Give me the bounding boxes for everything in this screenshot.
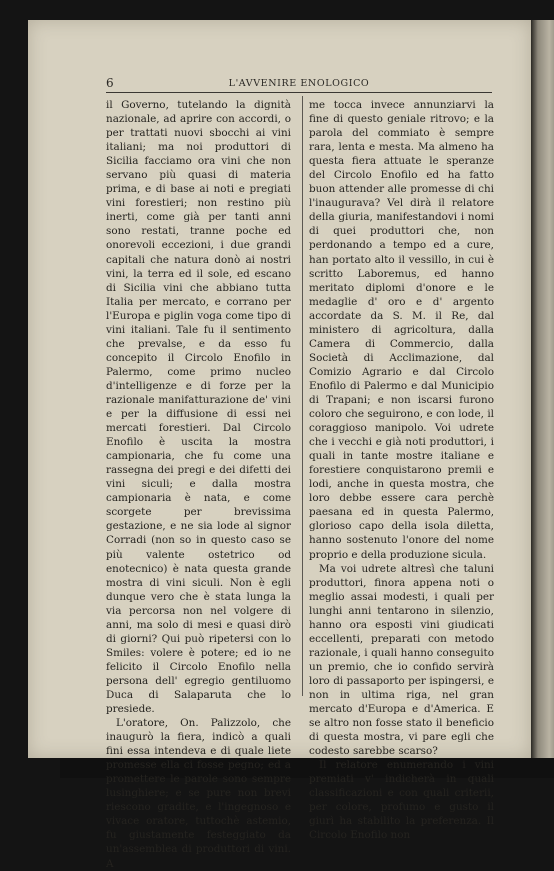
page-number: 6	[106, 76, 115, 90]
right-column	[309, 98, 494, 842]
paragraph: il Governo, tutelando la dignità nazionale, ad aprire con accordi, o per trattati nuovi sbocchi ai vini italiani; ma noi produttori di Sicilia facciamo ora vini che non servano più quasi di materia prima, e di base ai noti e pregiati vini forestieri; non restino più inerti, come già per tanti anni sono restati, tranne poche ed onorevoli eccezioni, i due grandi capitali che natura donò ai nostri vini, la terra ed il sole, ed escano di Sicilia vini che abbiano tutta Italia per mercato, e corrano per l'Europa e piglin voga come tipo di vini italiani. Tale fu il sentimento che prevalse, e da esso fu concepito il Circolo Enofilo in Palermo, come primo nucleo d'intelligenze e di forze per la razionale manifatturazione de' vini e per la diffusione di essi nei mercati forestieri. Dal Circolo Enofilo è uscita la mostra campionaria, che fu come una rassegna dei pregi e dei difetti dei vini siculi; e dalla mostra campionaria è nata, e come scorgete per brevissima gestazione, e ne sia lode al signor Corradi (non so in questo caso se più valente ostetrico od enotecnico) è nata questa grande mostra di vini siculi. Non è egli dunque vero che è stata lunga la via percorsa non nel volgere di anni, ma solo di mesi e quasi dirò di giorni? Qui può ripetersi con lo Smiles: volere è potere; ed io ne felicito il Circolo Enofilo nella persona dell' egregio gentiluomo Duca di Salaparuta che lo presiede.	[106, 99, 291, 716]
book-edge	[531, 20, 554, 760]
header-rule	[106, 92, 492, 93]
running-title: L'AVVENIRE ENOLOGICO	[228, 78, 370, 89]
column-divider	[302, 96, 303, 696]
running-header	[106, 76, 492, 92]
paragraph: Ma voi udrete altresì che taluni produttori, finora appena noti o meglio assai modesti, i quali per lunghi anni tentarono in silenzio, hanno ora esposti vini giudicati eccellenti, preparati con metodo razionale, i quali hanno conseguito un premio, che io confido servirà loro di passaporto per ispingersi, e non in ultima riga, nel gran mercato d'Europa e d'America. E se altro non fosse stato il beneficio di questa mostra, vi pare egli che codesto sarebbe scarso?	[309, 562, 494, 758]
paragraph: L'oratore, On. Palizzolo, che inaugurò la fiera, indicò a quali fini essa intendeva e di quale liete promesse ella ci fosse pegno; ed a promettere le parole sono sempre lusinghiere; e se pure non brevi riescono gradite, e l'ingegnoso e vivace oratore, tuttochè astemio, fu giustamente festeggiato da un'assemblea di produttori di vini. A	[106, 717, 291, 870]
paragraph: Il relatore enumerando i vini premiati v' indicherà in quali classificazioni e con quali criterii, per colore, profumo e gusto il giurì ha stabilito la preferenza. Il Circolo Enofilo non	[309, 759, 494, 842]
paragraph: me tocca invece annunziarvi la fine di questo geniale ritrovo; e la parola del commiato è sempre rara, lenta e mesta. Ma almeno ha questa fiera attuate le speranze del Circolo Enofilo ed ha fatto buon attender alle promesse di chi l'inaugurava? Vel dirà il relatore della giuria, manifestandovi i nomi di quei produttori che, non perdonando a tempo ed a cure, han portato alto il vessillo, in cui è scritto Laboremus, ed hanno meritato diplomi d'onore e le medaglie d' oro e d' argento accordate da S. M. il Re, dal ministero di agricoltura, dalla Camera di Commercio, dalla Società di Acclimazione, dal Comizio Agrario e dal Circolo Enofilo di Palermo e dal Municipio di Trapani; e non iscarsi furono coloro che seguirono, e con lode, il coraggioso manipolo. Voi udrete che i vecchi e già noti produttori, i quali in tante mostre italiane e forestiere conquistarono premii e lodi, anche in questa mostra, che loro debbe essere cara perchè paesana ed in questa Palermo, glorioso capo della isola diletta, hanno sostenuto l'onore del nome proprio e della produzione sicula.	[309, 99, 494, 561]
left-column	[106, 98, 291, 871]
